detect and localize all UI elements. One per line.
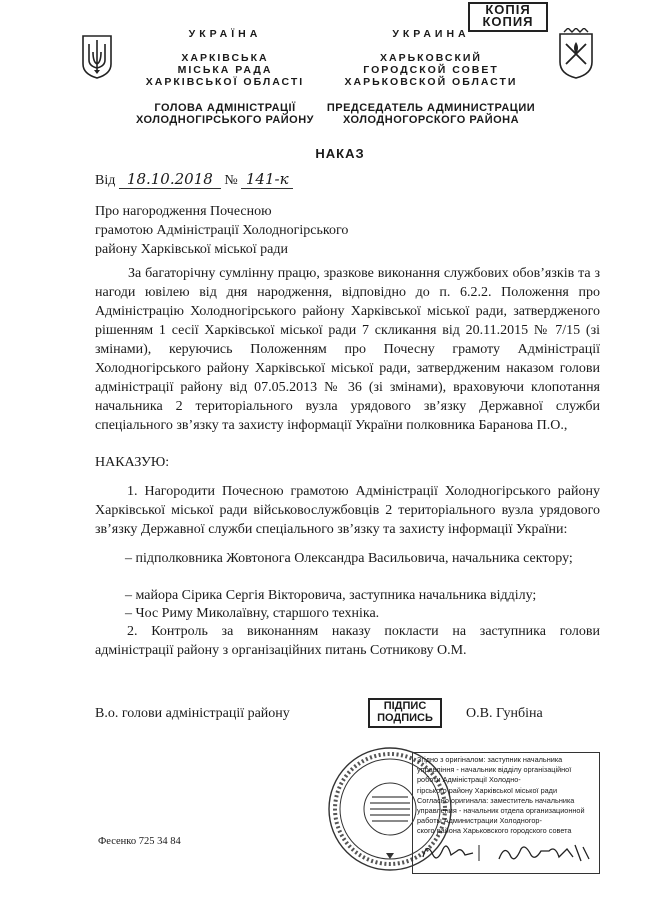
signature-stamp-line2: ПОДПИСЬ [377, 712, 433, 724]
kharkiv-coat-of-arms-icon [556, 28, 596, 80]
item-2: 2. Контроль за виконанням наказу покласти на заступника голови адміністрації району з організаційних питань Сотникову О.М. [95, 624, 600, 658]
certification-line-1: Згідно з оригіналом: заступник начальника [417, 755, 563, 764]
certification-line-2: управління - начальник відділу організаційної [417, 765, 572, 775]
header-left-council-2: МІСЬКА РАДА [177, 64, 273, 76]
header-left-council-1: ХАРКІВСЬКА [181, 52, 269, 64]
ukraine-coat-of-arms-icon [80, 34, 114, 80]
certification-stamp [412, 752, 600, 874]
subject [95, 202, 415, 259]
doc-title: НАКАЗ [315, 146, 365, 161]
certification-line-7: работы Администрации Холодногор- [417, 816, 542, 826]
person-3: – Чос Риму Миколаївну, старшого техніка. [125, 606, 380, 621]
certification-line-5: Согласно оригинала: заместитель начальника [417, 795, 575, 805]
date-value: 18.10.2018 [119, 170, 221, 189]
certification-line-6: управления - начальник отдела организационной [417, 806, 585, 816]
header-right [320, 28, 542, 126]
executor: Фесенко 725 34 84 [98, 836, 181, 847]
order-word: НАКАЗУЮ: [95, 455, 170, 470]
certification-line-8: ского района Харьковского городского совета [417, 826, 572, 836]
copy-stamp-line2: КОПИЯ [482, 14, 534, 29]
subject-line-1: Про нагородження Почесною [95, 204, 272, 219]
item-1: 1. Нагородити Почесною грамотою Адміністрації Холодногірського району Харківської міської ради військовослужбовців 2 територіального вузла урядового зв’язку Державної служби спеціального зв’язку та захисту інформації України: [95, 484, 600, 537]
handwritten-signature-icon [417, 837, 595, 867]
signature-stamp-line1: ПІДПИС [383, 700, 427, 712]
person-1: – підполковника Жовтонога Олександра Васильовича, начальника сектору; [125, 551, 573, 566]
signature-name: О.В. Гунбіна [466, 706, 543, 721]
preamble: За багаторічну сумлінну працю, зразкове виконання службових обов’язків та з нагоди ювілею від дня народження, відповідно до п. 6.2.2. Положення про Адміністрацію Холодногірського району Харківської міської ради, затвердженого рішенням 1 сесії Харківської міської ради 7 скликання від 20.11.2015 № 7/15 (зі змінами), керуючись Положенням про Почесну грамоту Адміністрації Холодногірського району Харківської міської ради, затвердженим наказом голови адміністрації району від 07.05.2013 № 36 (зі змінами), враховуючи клопотання начальника 2 територіального вузла урядового зв’язку Державної служби спеціального зв’язку та захисту інформації України полковника Баранова П.О., [95, 266, 600, 433]
header-left-country: УКРАЇНА [188, 28, 262, 40]
person-2: – майора Сірика Сергія Вікторовича, заступника начальника відділу; [125, 588, 537, 603]
certification-line-3: роботи Адміністрації Холодно- [417, 775, 521, 785]
certification-line-4: гірського району Харківської міської ради [417, 785, 558, 795]
copy-stamp-line1: КОПІЯ [485, 2, 531, 17]
header-left [130, 28, 320, 126]
signature-position: В.о. голови адміністрації району [95, 706, 290, 721]
header-right-council-3: ХАРЬКОВСКОЙ ОБЛАСТИ [344, 76, 518, 88]
header-right-council-1: ХАРЬКОВСКИЙ [380, 52, 482, 64]
header-left-head-2: ХОЛОДНОГІРСЬКОГО РАЙОНУ [135, 114, 315, 126]
header-right-head-2: ХОЛОДНОГОРСКОГО РАЙОНА [342, 114, 520, 126]
number-label: № [224, 173, 238, 188]
signature-stamp [368, 698, 442, 728]
header-left-head-1: ГОЛОВА АДМІНІСТРАЦІЇ [154, 102, 296, 114]
date-from-label: Від [95, 173, 116, 188]
date-line [95, 170, 335, 189]
subject-line-3: району Харківської міської ради [95, 242, 288, 257]
header-left-council-3: ХАРКІВСЬКОЇ ОБЛАСТІ [145, 76, 305, 88]
header-right-head-1: ПРЕДСЕДАТЕЛЬ АДМИНИСТРАЦИИ [326, 102, 536, 114]
number-value: 141-к [241, 170, 293, 189]
subject-line-2: грамотою Адміністрації Холодногірського [95, 223, 349, 238]
header-right-council-2: ГОРОДСКОЙ СОВЕТ [363, 64, 499, 76]
header-right-country: УКРАИНА [392, 28, 470, 40]
